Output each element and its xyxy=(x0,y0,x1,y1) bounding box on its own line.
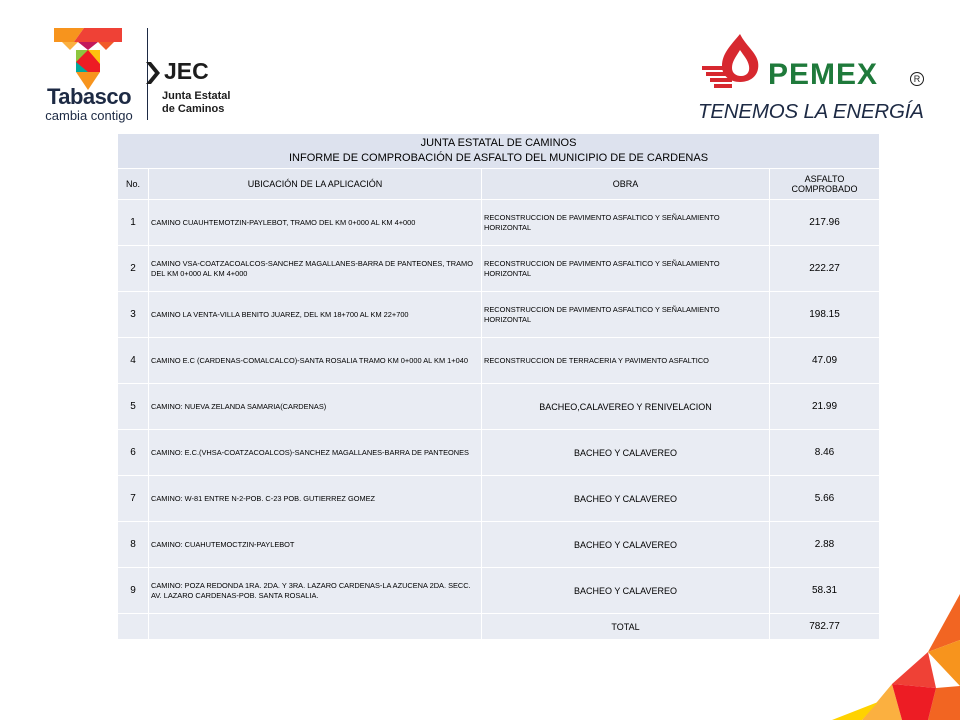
table-row xyxy=(118,338,880,384)
row-asfalto: 5.66 xyxy=(770,476,880,522)
table-row xyxy=(118,476,880,522)
row-obra: RECONSTRUCCION DE PAVIMENTO ASFALTICO Y SEÑALAMIENTO HORIZONTAL xyxy=(482,246,770,292)
row-ubicacion: CAMINO LA VENTA-VILLA BENITO JUAREZ, DEL KM 18+700 AL KM 22+700 xyxy=(149,292,482,338)
row-obra: BACHEO Y CALAVEREO xyxy=(482,476,770,522)
registered-icon: R xyxy=(910,72,924,86)
row-asfalto: 217.96 xyxy=(770,200,880,246)
row-asfalto: 2.88 xyxy=(770,522,880,568)
row-obra: RECONSTRUCCION DE PAVIMENTO ASFALTICO Y SEÑALAMIENTO HORIZONTAL xyxy=(482,200,770,246)
tabasco-t-icon xyxy=(54,28,122,90)
table-title-row xyxy=(118,134,880,169)
header-obra: OBRA xyxy=(482,169,770,200)
row-obra: BACHEO,CALAVEREO Y RENIVELACION xyxy=(482,384,770,430)
row-obra: BACHEO Y CALAVEREO xyxy=(482,522,770,568)
row-ubicacion: CAMINO: POZA REDONDA 1RA. 2DA. Y 3RA. LAZARO CARDENAS-LA AZUCENA 2DA. SECC. AV. LAZARO CARDENAS-POB. SANTA ROSALIA. xyxy=(149,568,482,614)
pemex-name: PEMEX xyxy=(768,58,879,91)
table-row xyxy=(118,522,880,568)
asphalt-report-table xyxy=(117,133,880,640)
row-ubicacion: CAMINO VSA-COATZACOALCOS-SANCHEZ MAGALLANES-BARRA DE PANTEONES, TRAMO DEL KM 0+000 AL KM 4+000 xyxy=(149,246,482,292)
row-no: 2 xyxy=(118,246,149,292)
tabasco-slogan: cambia contigo xyxy=(45,108,133,123)
pemex-slogan: TENEMOS LA ENERGÍA xyxy=(698,100,924,123)
jec-subtitle xyxy=(162,90,252,116)
row-ubicacion: CAMINO: W-81 ENTRE N-2-POB. C-23 POB. GUTIERREZ GOMEZ xyxy=(149,476,482,522)
row-no: 9 xyxy=(118,568,149,614)
pemex-eagle-icon xyxy=(700,32,762,94)
jec-title: JEC xyxy=(164,58,209,84)
table-title-line1: JUNTA ESTATAL DE CAMINOS xyxy=(420,137,577,149)
row-no: 6 xyxy=(118,430,149,476)
row-ubicacion: CAMINO CUAUHTEMOTZIN-PAYLEBOT, TRAMO DEL KM 0+000 AL KM 4+000 xyxy=(149,200,482,246)
total-empty-no xyxy=(118,614,149,640)
jec-subtitle-line2: de Caminos xyxy=(162,103,225,115)
tabasco-name: Tabasco xyxy=(46,84,132,109)
table-row xyxy=(118,430,880,476)
row-obra: RECONSTRUCCION DE PAVIMENTO ASFALTICO Y SEÑALAMIENTO HORIZONTAL xyxy=(482,292,770,338)
table-row xyxy=(118,292,880,338)
row-obra: BACHEO Y CALAVEREO xyxy=(482,430,770,476)
total-row xyxy=(118,614,880,640)
row-no: 4 xyxy=(118,338,149,384)
row-asfalto: 198.15 xyxy=(770,292,880,338)
row-no: 5 xyxy=(118,384,149,430)
row-no: 1 xyxy=(118,200,149,246)
table-row xyxy=(118,384,880,430)
table-title-line2: INFORME DE COMPROBACIÓN DE ASFALTO DEL MUNICIPIO DE DE CARDENAS xyxy=(288,152,709,164)
jec-logo xyxy=(144,60,254,122)
row-obra: RECONSTRUCCION DE TERRACERIA Y PAVIMENTO ASFALTICO xyxy=(482,338,770,384)
header-no: No. xyxy=(118,169,149,200)
row-ubicacion: CAMINO: CUAHUTEMOCTZIN-PAYLEBOT xyxy=(149,522,482,568)
row-obra: BACHEO Y CALAVEREO xyxy=(482,568,770,614)
row-ubicacion: CAMINO: E.C.(VHSA-COATZACOALCOS)-SANCHEZ MAGALLANES-BARRA DE PANTEONES xyxy=(149,430,482,476)
corner-decoration-icon xyxy=(832,594,960,720)
row-asfalto: 21.99 xyxy=(770,384,880,430)
row-asfalto: 8.46 xyxy=(770,430,880,476)
row-asfalto: 58.31 xyxy=(770,568,880,614)
row-no: 3 xyxy=(118,292,149,338)
tabasco-logo xyxy=(36,26,142,126)
table-row xyxy=(118,246,880,292)
pemex-logo xyxy=(696,30,936,126)
total-value: 782.77 xyxy=(770,614,880,640)
table-row xyxy=(118,568,880,614)
row-ubicacion: CAMINO E.C (CARDENAS-COMALCALCO)-SANTA ROSALIA TRAMO KM 0+000 AL KM 1+040 xyxy=(149,338,482,384)
header-ubicacion: UBICACIÓN DE LA APLICACIÓN xyxy=(149,169,482,200)
total-label: TOTAL xyxy=(482,614,770,640)
jec-subtitle-line1: Junta Estatal xyxy=(162,90,231,102)
row-no: 7 xyxy=(118,476,149,522)
table-title xyxy=(118,134,880,169)
table-header-row xyxy=(118,169,880,200)
header-asfalto: ASFALTO COMPROBADO xyxy=(770,169,880,200)
row-ubicacion: CAMINO: NUEVA ZELANDA SAMARIA(CARDENAS) xyxy=(149,384,482,430)
chevron-right-icon xyxy=(146,62,160,84)
row-no: 8 xyxy=(118,522,149,568)
row-asfalto: 47.09 xyxy=(770,338,880,384)
row-asfalto: 222.27 xyxy=(770,246,880,292)
table-row xyxy=(118,200,880,246)
total-empty-ubicacion xyxy=(149,614,482,640)
